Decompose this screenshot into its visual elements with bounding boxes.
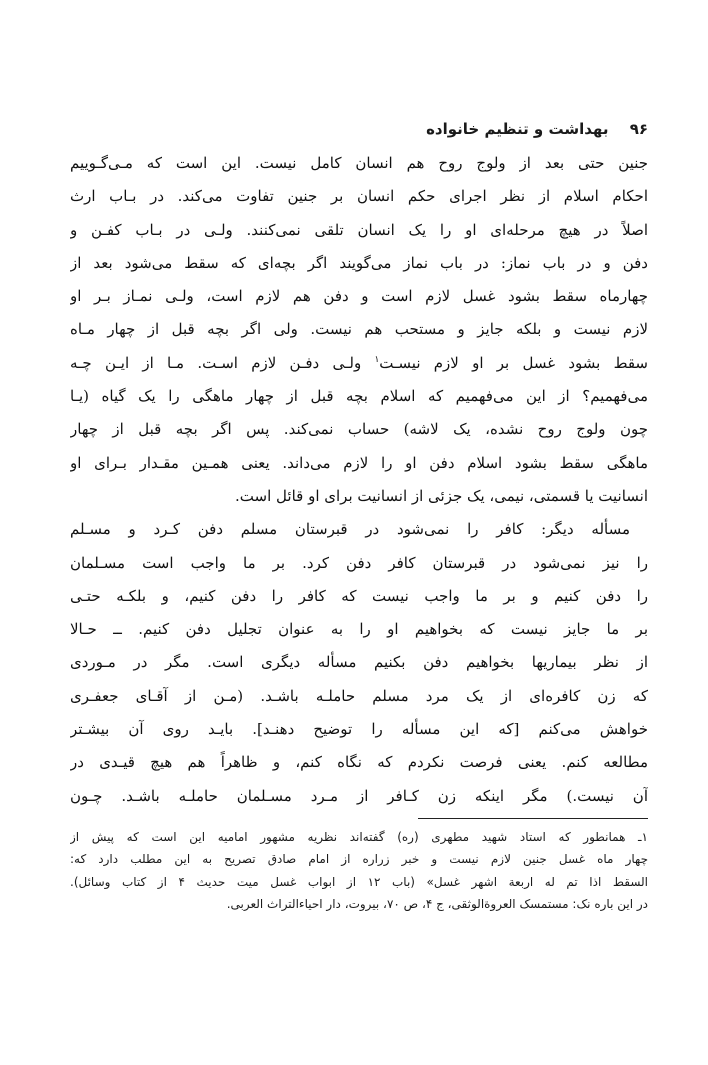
text-line: آن نیست.) مگر اینکه زن کـافر از مـرد مسـلمان حاملـه باشـد. چـون	[70, 786, 648, 805]
book-title: بهداشت و تنظیم خانواده	[426, 120, 609, 138]
footnote-block	[70, 826, 648, 916]
main-text	[70, 147, 648, 813]
footnote-line: چهار ماه غسل جنین لازم نیست و خبر زراره از امام صادق تصریح به این مطلب دارد که:	[70, 852, 648, 867]
footnote-line: در این باره نک: مستمسک العروة‌الوثقی، ج ۴، ص ۷۰، بیروت، دار احیاءالتراث العربی.	[226, 897, 648, 912]
footnote-separator	[418, 818, 648, 819]
text-line: چهارماه سقط بشود غسل لازم است و دفن هم لازم است، ولـی نمـاز بـر او	[70, 287, 648, 306]
paragraph-first-line: مسأله دیگر: کافر را نمی‌شود در قبرستان مسلم دفن کـرد و مسـلم	[70, 520, 630, 539]
text-line: لازم نیست و بلکه جایز و مستحب هم نیست. ولی اگر بچه قبل از چهار مـاه	[70, 320, 648, 339]
text-line: اصلاً در هیچ مرحله‌ای او را یک انسان تلقی نمی‌کنند. ولـی در بـاب کفـن و	[70, 220, 648, 239]
text-line: جنین حتی بعد از ولوج روح هم انسان کامل نیست. این است که مـی‌گـوییم	[70, 154, 648, 172]
page-number: ۹۶	[629, 120, 648, 138]
text-line: دفن و در باب نماز: در باب نماز می‌گویند اگر بچه‌ای که سقط می‌شود بعد از	[70, 253, 648, 272]
text-line: بر ما جایز نیست که بخواهیم او را به عنوان تجلیل دفن کنیم. ــ حـالا	[70, 620, 648, 639]
text-line: چون ولوج روح نشده، یک لاشه) حساب نمی‌کند. پس اگر بچه قبل از چهار	[70, 420, 648, 439]
text-line: ماهگی سقط بشود اسلام دفن او را لازم می‌داند. یعنی همـین مقـدار بـرای او	[70, 453, 648, 472]
footnote-line: ۱ـ همانطور که استاد شهید مطهری (ره) گفته‌اند نظریه مشهور امامیه این است که پیش از	[70, 830, 648, 844]
text-line: را نیز نمی‌شود در قبرستان کافر دفن کرد. بر ما واجب است مسـلمان	[70, 553, 648, 572]
text-line-with-footnote-ref	[70, 347, 648, 380]
text-line: را دفن کنیم و بر ما واجب نیست که کافر را دفن کنیم، و بلکـه حتـی	[70, 586, 648, 605]
text-line: مطالعه کنم. یعنی فرصت نکردم که نگاه کنم، و ظاهراً هم هیچ قیـدی در	[70, 753, 648, 772]
text-line: انسانیت یا قسمتی، نیمی، یک جزئی از انسانیت برای او قائل است.	[235, 486, 648, 505]
text-line: از نظر بیماریها بخواهیم دفن بکنیم مسأله دیگری است. مگر در مـوردی	[70, 653, 648, 672]
footnote-line: السقط اذا تم له اربعة اشهر غسل» (باب ۱۲ از ابواب غسل میت حدیث ۴ از کتاب وسائل).	[70, 874, 648, 889]
running-header	[70, 120, 648, 138]
text-line: احکام اسلام از نظر اجرای حکم انسان بر جنین تفاوت می‌کند. در بـاب ارث	[70, 187, 648, 206]
text-line: که زن کافره‌ای از یک مرد مسلم حاملـه باشـد. (مـن از آقـای جعفـری	[70, 686, 648, 705]
text-segment: سقط بشود غسل بر او لازم نیسـت	[379, 353, 648, 372]
text-segment: ولـی دفـن لازم اسـت. مـا از ایـن چـه	[70, 353, 362, 372]
text-line: می‌فهمیم؟ از این می‌فهمیم که اسلام بچه قبل از چهار ماهگی را یک گیاه (یـا	[70, 387, 648, 406]
footnote-reference: ۱	[374, 354, 380, 365]
text-line: خواهش می‌کنم [که این مسأله را توضیح دهنـد]. بایـد روی آن بیشـتر	[70, 720, 648, 739]
